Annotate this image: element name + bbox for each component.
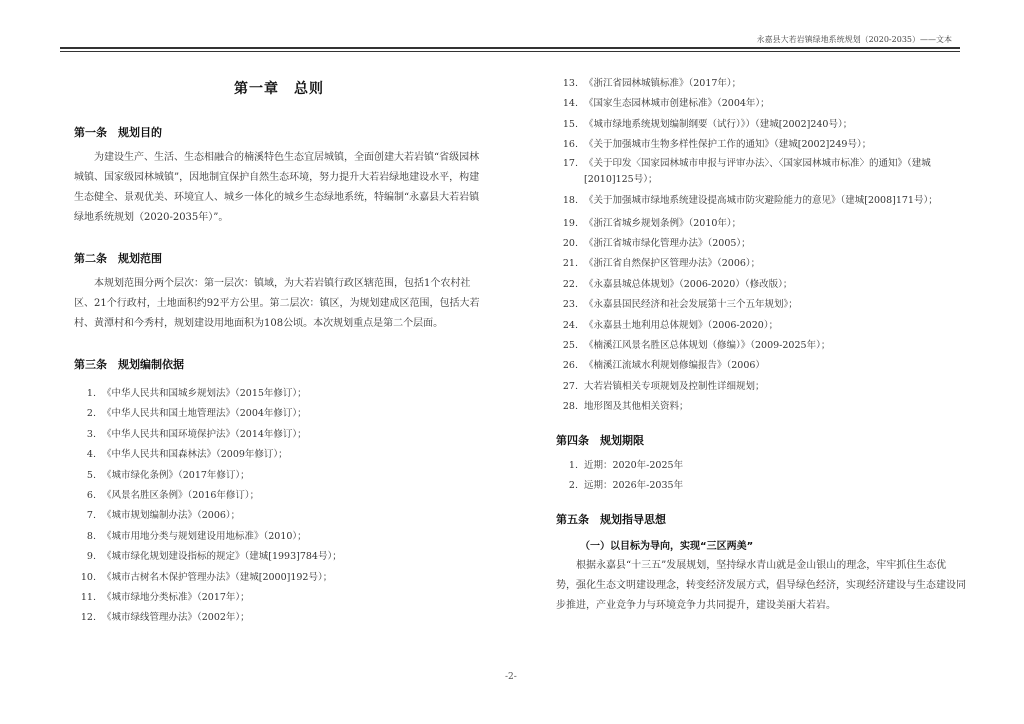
article-1-text: 为建设生产、生活、生态相融合的楠溪特色生态宜居城镇，全面创建大若岩镇“省级园林城镇、国家级园林城镇”，因地制宜保护自然生态环境，努力提升大若岩绿地建设水平，构建生态健全、景观优美、环境宜人、城乡一体化的城乡生态绿地系统，特编制“永嘉县大若岩镇绿地系统规划（2020-2035年）”。: [74, 152, 480, 223]
list-item: 5. 《城市绿化条例》（2017年修订）；: [86, 469, 250, 481]
page-number: -2-: [505, 672, 517, 682]
list-item: 14. 《国家生态园林城市创建标准》（2004年）；: [562, 98, 770, 110]
list-item: 10. 《城市古树名木保护管理办法》（建城[2000]192号）；: [80, 571, 333, 583]
list-item: 23. 《永嘉县国民经济和社会发展第十三个五年规划》；: [562, 299, 798, 311]
list-item: 11. 《城市绿地分类标准》（2017年）；: [80, 592, 250, 604]
list-item: 1. 近期：2020年-2025年: [568, 459, 684, 471]
list-item: 18. 《关于加强城市绿地系统建设提高城市防灾避险能力的意见》（建城[2008]171号）；: [562, 194, 938, 206]
list-item: 2. 远期：2026年-2035年: [568, 480, 684, 492]
article-2-heading: 第二条 规划范围: [74, 252, 162, 265]
basis-list-left: [74, 384, 484, 629]
list-item: 24. 《永嘉县土地利用总体规划》（2006-2020）；: [562, 319, 779, 331]
article-1-heading: 第一条 规划目的: [74, 126, 162, 139]
list-item: 26. 《楠溪江流域水利规划修编报告》（2006）: [562, 360, 765, 372]
list-item: 15. 《城市绿地系统规划编制纲要（试行）》）（建城[2002]240号）；: [562, 118, 853, 130]
article-5-text: 根据永嘉县“十三五”发展规划，坚持绿水青山就是金山银山的理念，牢牢抓住生态优势，强化生态文明建设理念，转变经济发展方式，倡导绿色经济，实现经济建设与生态建设同步推进，产业竞争力与环境竞争力共同提升，建设美丽大若岩。: [556, 559, 966, 611]
list-item: 4. 《中华人民共和国森林法》（2009年修订）；: [86, 449, 288, 461]
list-item: 6. 《风景名胜区条例》（2016年修订）；: [86, 490, 260, 502]
list-item: 25. 《楠溪江风景名胜区总体规划（修编）》（2009-2025年）；: [562, 340, 831, 352]
list-item: 9. 《城市绿化规划建设指标的规定》（建城[1993]784号）；: [86, 551, 342, 563]
list-item: 8. 《城市用地分类与规划建设用地标准》（2010）；: [86, 530, 307, 542]
article-3-heading: 第三条 规划编制依据: [74, 358, 184, 371]
header-rule-thin: [60, 51, 960, 52]
period-list: [556, 456, 966, 497]
list-item: 28. 地形图及其他相关资料；: [562, 401, 689, 413]
list-item: 12. 《城市绿线管理办法》（2002年）；: [80, 612, 250, 624]
list-item: 13. 《浙江省园林城镇标准》（2017年）；: [562, 78, 742, 89]
list-item: 2. 《中华人民共和国土地管理法》（2004年修订）；: [86, 408, 307, 420]
article-2-text: 本规划范围分两个层次：第一层次：镇域，为大若岩镇行政区辖范围，包括1个农村社区、21个行政村，土地面积约92平方公里。第二层次：镇区，为规划建成区范围，包括大若村、黄潭村和今秀村，规划建设用地面积为108公顷。本次规划重点是第二个层面。: [74, 278, 480, 329]
chapter-title: 第一章 总则: [234, 81, 324, 97]
list-item: 22. 《永嘉县城总体规划》（2006-2020）（修改版）；: [562, 278, 793, 290]
list-item: 27. 大若岩镇相关专项规划及控制性详细规划；: [562, 380, 765, 392]
list-item: 19. 《浙江省城乡规划条例》（2010年）；: [562, 217, 742, 229]
list-item: 21. 《浙江省自然保护区管理办法》（2006）；: [562, 258, 761, 270]
list-item: 16. 《关于加强城市生物多样性保护工作的通知》（建城[2002]249号）；: [562, 139, 872, 151]
list-item: 7. 《城市规划编制办法》（2006）；: [86, 510, 241, 522]
list-item: 3. 《中华人民共和国环境保护法》（2014年修订）；: [86, 428, 307, 440]
article-5-subheading: （一）以目标为导向，实现“三区两美”: [580, 540, 754, 552]
header-rule: [60, 47, 960, 49]
left-column: [74, 60, 484, 629]
article-4-heading: 第四条 规划期限: [556, 433, 644, 447]
article-5-heading: 第五条 规划指导思想: [556, 512, 666, 526]
list-item: 17. 《关于印发〈国家园林城市申报与评审办法〉、〈国家园林城市标准〉的通知》（建城[2010]125号）；: [562, 157, 931, 185]
basis-list-right: [556, 74, 966, 418]
list-item: 1. 《中华人民共和国城乡规划法》（2015年修订）；: [86, 388, 307, 399]
list-item: 20. 《浙江省城市绿化管理办法》（2005）；: [562, 238, 751, 250]
document-header-title: 永嘉县大若岩镇绿地系统规划（2020-2035）——文本: [756, 35, 952, 44]
right-column: [556, 74, 966, 616]
